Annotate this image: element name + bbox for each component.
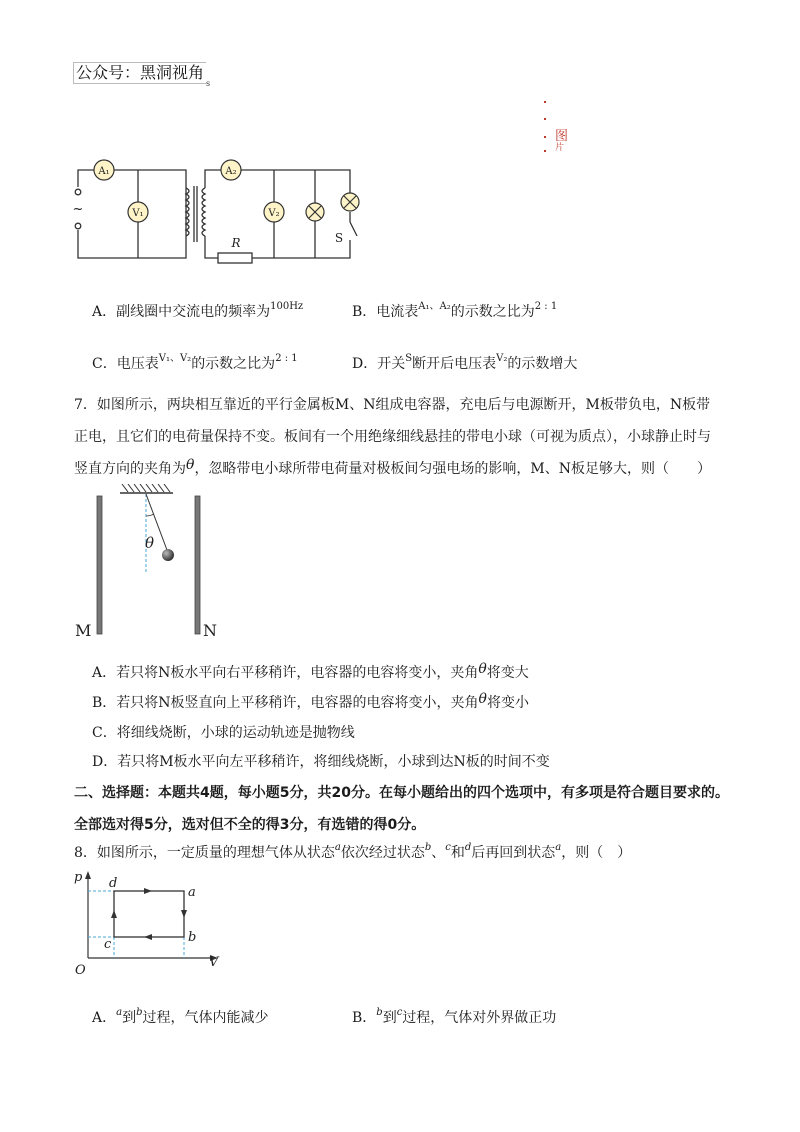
q6-option-a xyxy=(92,302,303,324)
q8-state-a2: a xyxy=(555,842,562,853)
q7-option-b-suffix: 将变小 xyxy=(486,695,529,711)
q8-stem xyxy=(74,843,631,865)
pv-axis-v-label: V xyxy=(209,955,219,970)
q6-option-d-mid: 断开后电压表 xyxy=(412,356,497,372)
meter-a2-label: A₂ xyxy=(225,166,237,177)
meter-a1-label: A₁ xyxy=(98,166,110,177)
q6-option-b xyxy=(352,302,557,324)
red-dot xyxy=(544,136,546,138)
q8-option-b-prefix: B． xyxy=(352,1010,377,1026)
q6-option-d-meter: V₂ xyxy=(496,353,508,364)
q6-option-d-text: D．开关 xyxy=(352,356,406,372)
watermark-text: 公众号：黑洞视角 xyxy=(73,62,206,84)
q8-option-a-from: a xyxy=(116,1007,123,1018)
side-mark xyxy=(555,130,568,153)
q6-option-c-suffix: 的示数之比为 xyxy=(191,356,276,372)
pv-state-a: a xyxy=(188,885,196,900)
pv-state-b: b xyxy=(188,930,197,945)
q6-option-d xyxy=(352,354,577,376)
resistor-label: R xyxy=(231,236,241,250)
q8-stem-and: 和 xyxy=(450,845,465,861)
pv-state-c: c xyxy=(104,937,112,952)
q8-option-a xyxy=(92,1008,269,1030)
q6-option-b-suffix: 的示数之比为 xyxy=(450,304,535,320)
q7-theta-symbol: θ xyxy=(186,457,195,473)
q6-option-d-switch: S xyxy=(405,353,413,364)
q7-option-a-theta: θ xyxy=(478,661,487,677)
q8-option-b-to: c xyxy=(396,1007,403,1018)
q8-option-a-suffix: 过程，气体内能减少 xyxy=(142,1010,269,1026)
q8-option-a-prefix: A． xyxy=(92,1010,117,1026)
q8-option-b-from: b xyxy=(376,1007,383,1018)
q7-option-b-theta: θ xyxy=(478,691,487,707)
q8-state-d: d xyxy=(464,842,472,853)
q8-option-a-to-word: 到 xyxy=(122,1010,137,1026)
q6-option-b-ratio: 2 : 1 xyxy=(534,301,558,312)
plate-n-label: N xyxy=(203,621,217,640)
q8-state-a: a xyxy=(334,842,341,853)
meter-v1-label: V₁ xyxy=(132,208,144,219)
section2-instructions-line1: 二、选择题：本题共4题，每小题5分，共20分。在每小题给出的四个选项中，有多项是符合题目要求的。 xyxy=(74,785,729,801)
transformer-circuit-diagram xyxy=(66,150,366,275)
q7-option-b-text: B．若只将N板竖直向上平移稍许，电容器的电容将变小，夹角 xyxy=(92,695,479,711)
side-mark-sub: 片 xyxy=(555,143,565,153)
capacitor-pendulum-figure xyxy=(70,484,230,644)
q6-option-b-meters: A₁、A₂ xyxy=(418,301,451,312)
q7-figure-theta: θ xyxy=(145,534,155,552)
red-dot xyxy=(544,118,546,120)
q6-option-c-meters: V₁、V₂ xyxy=(158,353,192,364)
q7-option-b xyxy=(92,693,529,713)
watermark-subscript: s xyxy=(206,79,211,88)
q7-stem-line3-b: ，忽略带电小球所带电荷量对极板间匀强电场的影响，M、N板足够大，则（ ） xyxy=(194,461,712,477)
pv-state-d: d xyxy=(109,876,118,891)
pv-axis-p-label: p xyxy=(74,870,83,885)
q6-option-a-value: 100Hz xyxy=(270,301,304,312)
switch-label: S xyxy=(334,231,344,245)
q6-option-c-text: C．电压表 xyxy=(92,356,159,372)
q7-stem-line3-a: 竖直方向的夹角为 xyxy=(74,461,186,477)
section2-instructions-line2: 全部选对得5分，选对但不全的得3分，有选错的得0分。 xyxy=(74,817,426,833)
q7-option-c: C．将细线烧断，小球的运动轨迹是抛物线 xyxy=(92,725,355,741)
q7-stem-line1: 7．如图所示，两块相互靠近的平行金属板M、N组成电容器，充电后与电源断开，M板带负电，N板带 xyxy=(74,397,711,413)
q8-state-c: c xyxy=(445,842,451,853)
q7-option-a-suffix: 将变大 xyxy=(486,665,529,681)
side-mark-text: 图 xyxy=(555,129,569,144)
pv-origin-label: O xyxy=(75,963,86,978)
q8-stem-a: 8．如图所示，一定质量的理想气体从状态 xyxy=(74,845,335,861)
q8-option-b-to-word: 到 xyxy=(382,1010,397,1026)
q7-option-d: D．若只将M板水平向左平移稍许，将细线烧断，小球到达N板的时间不变 xyxy=(92,754,550,770)
q7-stem-line3 xyxy=(74,459,711,479)
plate-m-label: M xyxy=(75,621,92,640)
q6-option-a-text: A．副线圈中交流电的频率为 xyxy=(92,304,271,320)
q8-stem-c: 后再回到状态 xyxy=(471,845,556,861)
q6-option-c-ratio: 2 : 1 xyxy=(275,353,298,364)
q8-state-b: b xyxy=(424,842,432,853)
q6-option-b-text: B．电流表 xyxy=(352,304,419,320)
q8-stem-b: 依次经过状态 xyxy=(340,845,425,861)
meter-v2-label: V₂ xyxy=(268,208,280,219)
ac-source-symbol: ~ xyxy=(72,202,84,217)
q6-option-c xyxy=(92,354,298,376)
q8-option-b xyxy=(352,1008,556,1030)
q7-option-a xyxy=(92,663,529,683)
q8-stem-d: ，则（ ） xyxy=(561,845,632,861)
q8-option-b-suffix: 过程，气体对外界做正功 xyxy=(402,1010,557,1026)
red-dot xyxy=(544,150,546,152)
pv-diagram xyxy=(68,866,228,981)
red-dot xyxy=(544,101,546,103)
q7-stem-line2: 正电，且它们的电荷量保持不变。板间有一个用绝缘细线悬挂的带电小球（可视为质点），小球静止时与 xyxy=(74,429,711,445)
q8-stem-sep: 、 xyxy=(431,845,446,861)
q7-option-a-text: A．若只将N板水平向右平移稍许，电容器的电容将变小，夹角 xyxy=(92,665,479,681)
q8-option-a-to: b xyxy=(136,1007,143,1018)
q6-option-d-suffix: 的示数增大 xyxy=(507,356,578,372)
